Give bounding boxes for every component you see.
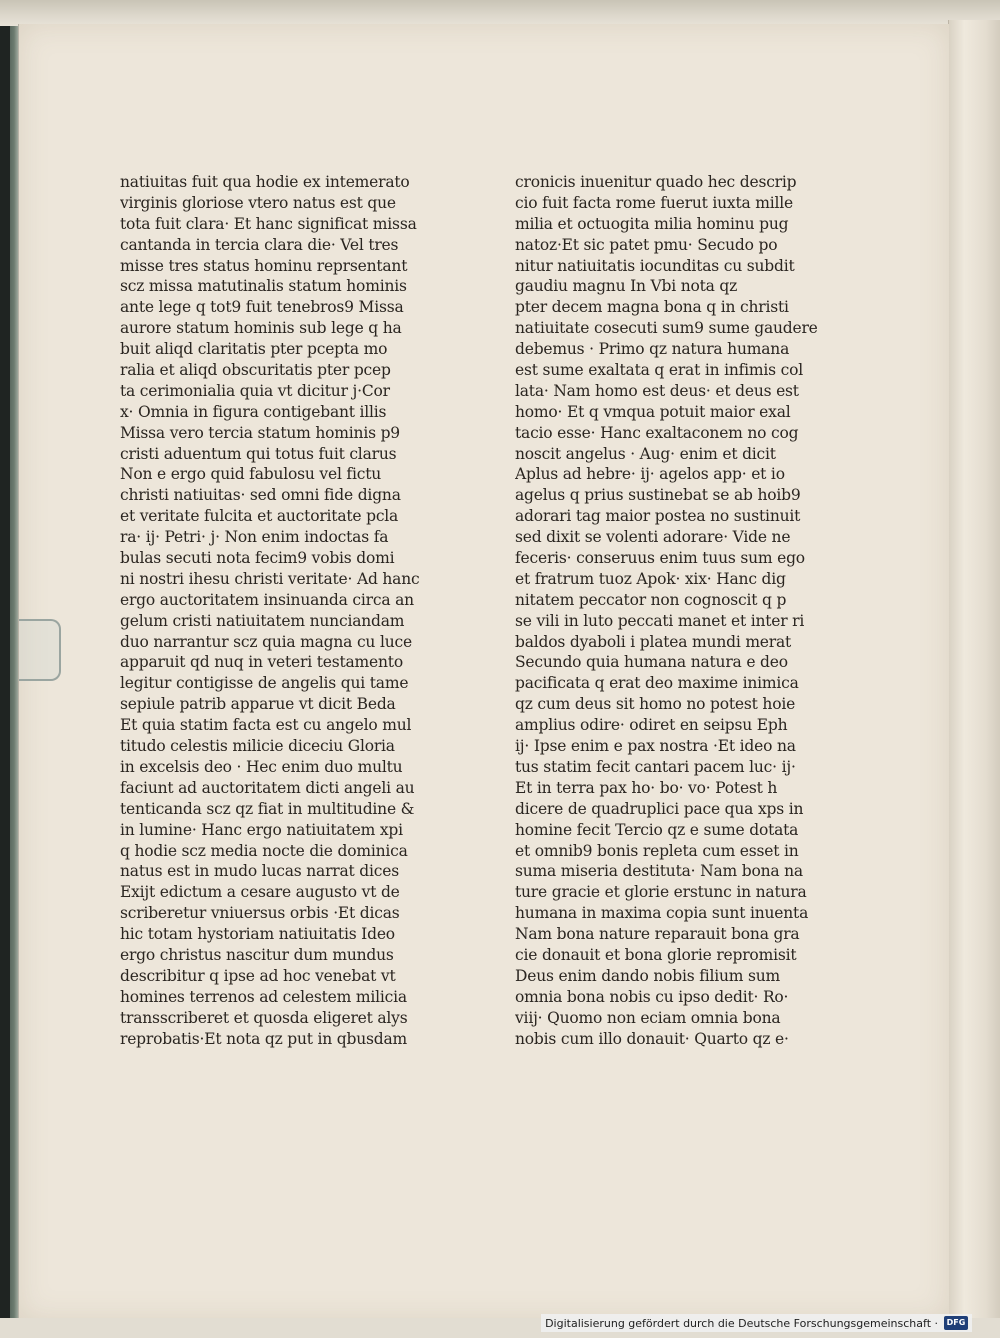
text-line: amplius odire· odiret en seipsu Eph <box>515 716 788 735</box>
text-line: Et quia statim facta est cu angelo mul <box>120 716 412 735</box>
text-line: gaudiu magnu In Vbi nota qz <box>515 277 738 296</box>
text-line: natoz·Et sic patet pmu· Secudo po <box>515 235 778 254</box>
text-line: scz missa matutinalis statum hominis <box>120 277 407 296</box>
text-line: x· Omnia in figura contigebant illis <box>120 402 387 421</box>
text-line: Non e ergo quid fabulosu vel fictu <box>120 465 382 484</box>
text-line: tota fuit clara· Et hanc significat missa <box>120 214 417 233</box>
text-line: describitur q ipse ad hoc venebat vt <box>120 966 396 985</box>
right-text-column <box>515 172 825 1049</box>
dfg-logo-icon: DFG <box>944 1316 968 1330</box>
text-line: ralia et aliqd obscuritatis pter pcep <box>120 361 391 380</box>
text-line: legitur contigisse de angelis qui tame <box>120 674 409 693</box>
text-line: scriberetur vniuersus orbis ·Et dicas <box>120 904 400 923</box>
text-line: dicere de quadruplici pace qua xps in <box>515 799 804 818</box>
text-line: Et in terra pax ho· bo· vo· Potest h <box>515 778 778 797</box>
text-line: feceris· conseruus enim tuus sum ego <box>515 549 805 568</box>
text-line: ni nostri ihesu christi veritate· Ad hanc <box>120 569 420 588</box>
text-line: pacificata q erat deo maxime inimica <box>515 674 799 693</box>
left-text-column <box>120 172 430 1049</box>
text-line: et veritate fulcita et auctoritate pcla <box>120 507 399 526</box>
text-line: natiuitate cosecuti sum9 sume gaudere <box>515 319 818 338</box>
text-line: cristi aduentum qui totus fuit clarus <box>120 444 397 463</box>
text-line: tenticanda scz qz fiat in multitudine & <box>120 799 415 818</box>
text-line: cie donauit et bona glorie repromisit <box>515 945 797 964</box>
text-line: Missa vero tercia statum hominis p9 <box>120 423 400 442</box>
text-line: milia et octuogita milia hominu pug <box>515 214 789 233</box>
text-line: et omnib9 bonis repleta cum esset in <box>515 841 799 860</box>
text-line: ij· Ipse enim e pax nostra ·Et ideo na <box>515 737 796 756</box>
text-line: nitatem peccator non cognoscit q p <box>515 590 787 609</box>
text-line: duo narrantur scz quia magna cu luce <box>120 632 412 651</box>
text-line: cantanda in tercia clara die· Vel tres <box>120 235 399 254</box>
text-line: qz cum deus sit homo no potest hoie <box>515 695 796 714</box>
text-line: faciunt ad auctoritatem dicti angeli au <box>120 778 415 797</box>
text-line: aurore statum hominis sub lege q ha <box>120 319 402 338</box>
text-line: misse tres status hominu reprsentant <box>120 256 408 275</box>
text-line: sepiule patrib apparue vt dicit Beda <box>120 695 396 714</box>
text-line: adorari tag maior postea no sustinuit <box>515 507 801 526</box>
text-line: est sume exaltata q erat in infimis col <box>515 361 804 380</box>
text-line: Deus enim dando nobis filium sum <box>515 966 781 985</box>
text-line: christi natiuitas· sed omni fide digna <box>120 486 401 505</box>
text-line: et fratrum tuoz Apok· xix· Hanc dig <box>515 569 786 588</box>
text-line: hic totam hystoriam natiuitatis Ideo <box>120 925 395 944</box>
text-line: Nam bona nature reparauit bona gra <box>515 925 800 944</box>
text-line: lata· Nam homo est deus· et deus est <box>515 381 799 400</box>
text-line: omnia bona nobis cu ipso dedit· Ro· <box>515 987 789 1006</box>
text-line: baldos dyaboli i platea mundi merat <box>515 632 792 651</box>
facing-page-edge <box>948 20 1000 1320</box>
credit-text: Digitalisierung gefördert durch die Deutsche Forschungsgemeinschaft · <box>545 1316 938 1330</box>
text-line: nitur natiuitatis iocunditas cu subdit <box>515 256 795 275</box>
text-line: transscriberet et quosda eligeret alys <box>120 1008 408 1027</box>
text-line: ture gracie et glorie erstunc in natura <box>515 883 807 902</box>
text-line: apparuit qd nuq in veteri testamento <box>120 653 403 672</box>
text-line: pter decem magna bona q in christi <box>515 298 789 317</box>
text-line: bulas secuti nota fecim9 vobis domi <box>120 549 395 568</box>
text-line: homines terrenos ad celestem milicia <box>120 987 407 1006</box>
page-top-edge <box>0 0 1000 26</box>
text-line: tus statim fecit cantari pacem luc· ij· <box>515 757 796 776</box>
text-line: tacio esse· Hanc exaltaconem no cog <box>515 423 799 442</box>
text-line: ergo auctoritatem insinuanda circa an <box>120 590 414 609</box>
text-line: in excelsis deo · Hec enim duo multu <box>120 757 403 776</box>
text-line: buit aliqd claritatis pter pcepta mo <box>120 340 388 359</box>
text-line: suma miseria destituta· Nam bona na <box>515 862 803 881</box>
book-spine-shadow <box>0 0 10 1338</box>
text-line: Secundo quia humana natura e deo <box>515 653 788 672</box>
text-line: Aplus ad hebre· ij· agelos app· et io <box>515 465 785 484</box>
text-line: se vili in luto peccati manet et inter ri <box>515 611 805 630</box>
text-line: ergo christus nascitur dum mundus <box>120 945 394 964</box>
text-line: debemus · Primo qz natura humana <box>515 340 790 359</box>
text-line: sed dixit se volenti adorare· Vide ne <box>515 528 791 547</box>
text-line: noscit angelus · Aug· enim et dicit <box>515 444 776 463</box>
text-line: cio fuit facta rome fuerut iuxta mille <box>515 193 793 212</box>
text-line: gelum cristi natiuitatem nunciandam <box>120 611 405 630</box>
text-line: in lumine· Hanc ergo natiuitatem xpi <box>120 820 403 839</box>
text-line: natus est in mudo lucas narrat dices <box>120 862 399 881</box>
text-line: q hodie scz media nocte die dominica <box>120 841 408 860</box>
page-clip <box>19 619 61 681</box>
digitization-credit <box>541 1314 972 1332</box>
text-line: homo· Et q vmqua potuit maior exal <box>515 402 791 421</box>
text-line: cronicis inuenitur quado hec descrip <box>515 173 797 191</box>
text-line: viij· Quomo non eciam omnia bona <box>515 1008 781 1027</box>
text-line: agelus q prius sustinebat se ab hoib9 <box>515 486 801 505</box>
text-line: ra· ij· Petri· j· Non enim indoctas fa <box>120 528 389 547</box>
text-line: Exijt edictum a cesare augusto vt de <box>120 883 400 902</box>
text-line: ante lege q tot9 fuit tenebros9 Missa <box>120 298 404 317</box>
text-line: humana in maxima copia sunt inuenta <box>515 904 809 923</box>
text-line: ta cerimonialia quia vt dicitur j·Cor <box>120 381 390 400</box>
text-line: nobis cum illo donauit· Quarto qz e· <box>515 1029 789 1048</box>
text-line: homine fecit Tercio qz e sume dotata <box>515 820 799 839</box>
text-line: reprobatis·Et nota qz put in qbusdam <box>120 1029 408 1048</box>
text-line: titudo celestis milicie diceciu Gloria <box>120 737 395 756</box>
text-line: virginis gloriose vtero natus est que <box>120 193 396 212</box>
text-line: natiuitas fuit qua hodie ex intemerato <box>120 173 410 191</box>
